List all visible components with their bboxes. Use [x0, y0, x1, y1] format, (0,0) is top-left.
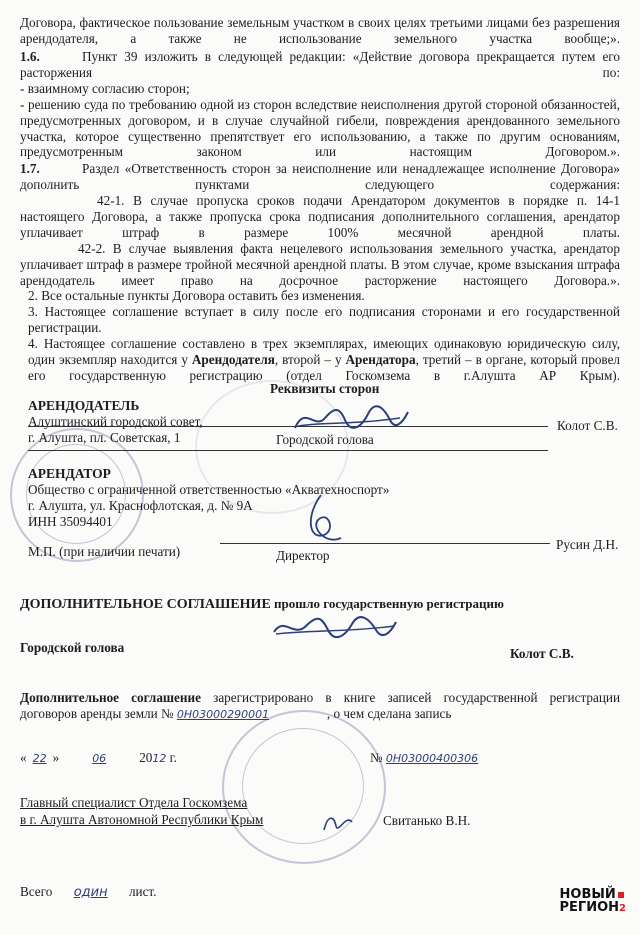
lessee-position: Директор [276, 548, 330, 563]
clause-42-1: 42-1. В случае пропуска сроков подачи Арендатором документов в порядке п. 14-1 настоящего Договора, а также пропуска срока подписания дополнительного соглашения, арендатор уплачивает штраф в размере 100% месячной арендной платы. [20, 193, 620, 240]
clause-1-6-number: 1.6. [20, 49, 40, 64]
clause-1-6-item-b: - решению суда по требованию одной из сторон вследствие неисполнения другой стороной обязанностей, предусмотренных договором, и в случае случайной гибели, повреждения арендованного земельного участка, которое существенно препятствует его использованию, а также по другим основаниям, предусмотренным законом или настоящим Договором.». [20, 97, 620, 160]
registration-heading [20, 596, 504, 613]
lessor-name: Колот С.В. [557, 418, 618, 433]
registration-rest-2: договоров аренды земли № [20, 706, 174, 721]
sheets-suffix: лист. [128, 884, 157, 899]
lessee-seal-label: М.П. (при наличии печати) [28, 544, 181, 559]
logo-line-2 [560, 901, 626, 915]
registration-date [20, 750, 177, 767]
lessee-line-1: Общество с ограниченной ответственностью «Акватехноспорт» [28, 482, 390, 497]
lessor-line-2: г. Алушта, пл. Советская, 1 [28, 430, 181, 445]
logo-word-2: РЕГИОН [559, 900, 620, 915]
lessor-line-1: Алуштинский городской совет, [28, 414, 203, 429]
clause-1-7-text: Раздел «Ответственность сторон за неисполнение или ненадлежащее исполнение Договора» дополнить пунктами следующего содержания: [20, 161, 620, 192]
specialist-line-2: в г. Алушта Автономной Республики Крым [20, 812, 264, 827]
lessee-signature-line [220, 543, 550, 544]
registration-line-2 [20, 706, 451, 723]
date-month: 06 [92, 752, 107, 765]
registration-number: 0Н03000290001 [176, 708, 270, 721]
record-number [370, 750, 536, 767]
novy-region-logo [560, 888, 626, 915]
clause-1-6-item-a: - взаимному согласию сторон; [20, 81, 190, 96]
date-mid: » [52, 750, 60, 765]
clause-4-part-c: , второй – у [274, 351, 346, 367]
head-label: Городской голова [20, 640, 125, 655]
logo-number: 2 [619, 903, 626, 914]
head-name: Колот С.В. [510, 646, 574, 661]
date-day: 22 [32, 752, 47, 765]
registration-bold: Дополнительное соглашение [20, 690, 201, 705]
date-year: 12 [152, 752, 167, 765]
clause-1-6-text: Пункт 39 изложить в следующей редакции: «Действие договора прекращается путем его расторжения по: [20, 49, 620, 80]
date-open: « [20, 750, 27, 765]
lessor-heading: АРЕНДОДАТЕЛЬ [28, 398, 140, 413]
clause-4-part-a: 4. Настоящее соглашение составлено в трех экземплярах, имеющих одинаковую юридическую силу, один экземпляр находится у [28, 336, 620, 367]
registration-rest-3: , о чем сделана запись [326, 706, 452, 721]
logo-word-1: НОВЫЙ [559, 887, 616, 902]
clause-4-lessor: Арендодателя [191, 351, 275, 367]
clause-2: 2. Все остальные пункты Договора оставить без изменения. [28, 288, 365, 303]
date-year-prefix: 20 [139, 750, 153, 765]
record-no-value: 0Н03000400306 [385, 752, 479, 765]
lessee-line-2: г. Алушта, ул. Краснофлотская, д. № 9А [28, 498, 253, 513]
clause-42-2: 42-2. В случае выявления факта нецелевого использования земельного участка, арендатор уплачивает штраф в размере тройной месячной арендной платы. В этом случае, кроме взыскания штрафа арендодатель имеет право на досрочное расторжение настоящего Договора.». [20, 241, 620, 288]
clause-1-7-number: 1.7. [20, 161, 40, 176]
lessor-position: Городской голова [276, 432, 374, 447]
lessee-line-3: ИНН 35094401 [28, 514, 113, 529]
clause-4-lessee: Арендатора [345, 351, 416, 367]
registration-heading-bold: ДОПОЛНИТЕЛЬНОЕ СОГЛАШЕНИЕ [20, 597, 271, 612]
logo-accent [618, 892, 624, 898]
clause-4-part-e: , третий – в органе, который провел его государственную регистрацию (отдел Госкомзема в г.Алушта АР Крым). [28, 351, 621, 383]
specialist-signature [318, 808, 358, 838]
sheets-count [20, 884, 157, 901]
registration-heading-rest: прошло государственную регистрацию [270, 596, 504, 611]
specialist-name: Свитанько В.Н. [383, 813, 471, 828]
lessee-signature [296, 490, 346, 550]
lessee-heading: АРЕНДАТОР [28, 466, 111, 481]
clause-3: 3. Настоящее соглашение вступает в силу после его подписания сторонами и его государственной регистрации. [28, 304, 620, 335]
date-suffix: г. [169, 750, 177, 765]
registration-rest-1: зарегистрировано в книге записей государственной регистрации [200, 690, 620, 705]
paragraph-intro: Договора, фактическое пользование земельным участком в своих целях третьими лицами без разрешения арендодателя, а также не использование земельного участка вообще;». [20, 15, 620, 46]
record-no-label: № [370, 750, 383, 765]
lessor-signature-line [28, 426, 548, 427]
sheets-label: Всего [20, 884, 53, 899]
lessee-name: Русин Д.Н. [556, 537, 619, 552]
separator-line [28, 450, 548, 451]
sheets-value: один [73, 885, 108, 900]
specialist-line-1: Главный специалист Отдела Госкомзема [20, 795, 248, 810]
requisites-title: Реквизиты сторон [270, 381, 380, 396]
head-signature [270, 612, 400, 646]
goskomzem-stamp [222, 710, 386, 864]
